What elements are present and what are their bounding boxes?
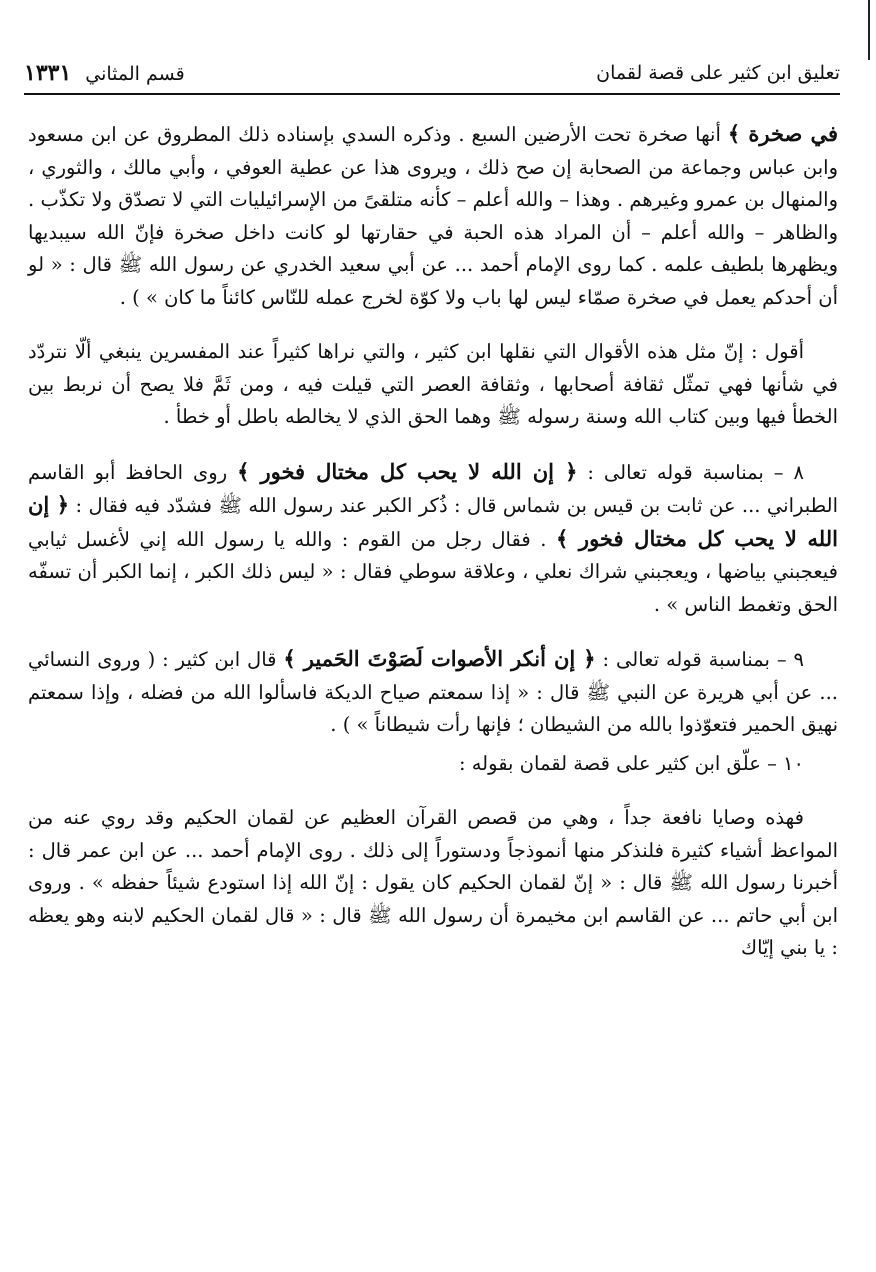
page-edge-line xyxy=(868,0,870,60)
paragraph-segment: ﴿ إن أنكر الأصوات لَصَوْتَ الحَمير ﴾ xyxy=(283,646,596,671)
paragraph xyxy=(28,643,838,742)
paragraph-segment: قال ابن كثير : ( وروى النسائي ... عن أبي هريرة عن النبي ﷺ قال : « إذا سمعتم صياح الديكة فاسألوا الله من فضله ، وإذا سمعتم نهيق الحمير فتعوّذوا بالله من الشيطان ؛ فإنها رأت شيطاناً » ) . xyxy=(28,648,838,736)
paragraph xyxy=(28,802,838,965)
paragraph-segment: ﴿ إن الله لا يحب كل مختال فخور ﴾ xyxy=(237,458,578,484)
paragraph xyxy=(28,336,838,434)
paragraph-segment: ٨ – بمناسبة قوله تعالى : xyxy=(577,460,804,484)
paragraph-segment: ﴿ إن الله لا يحب كل مختال فخور ﴾ xyxy=(28,492,838,551)
paragraph-segment: ١٠ – علّق ابن كثير على قصة لقمان بقوله : xyxy=(458,751,804,775)
paragraph-segment: . فقال رجل من القوم : والله يا رسول الله إني لأغسل ثيابي فيعجبني بياضها ، ويعجبني شراك نعلي ، وعلاقة سوطي فقال : « ليس ذلك الكبر ، إنما الكبر أن تسفّه الحق وتغمط الناس » . xyxy=(28,527,838,616)
header-title: تعليق ابن كثير على قصة لقمان xyxy=(596,62,840,84)
page-number: ١٣٣١ xyxy=(24,60,72,86)
paragraph xyxy=(28,118,838,314)
header-section: قسم المثاني xyxy=(85,63,185,85)
paragraph xyxy=(28,748,838,781)
paragraph-segment: ٩ – بمناسبة قوله تعالى : xyxy=(595,648,804,671)
paragraph xyxy=(28,456,838,622)
header-left-group xyxy=(24,60,185,86)
running-header xyxy=(24,58,840,88)
paragraph-segment: في صخرة ﴾ xyxy=(727,121,838,146)
body-text xyxy=(28,118,838,987)
paragraph-segment: روى الحافظ أبو القاسم الطبراني ... عن ثابت بن قيس بن شماس قال : ذُكر الكبر عند رسول الله ﷺ فشدّد فيه فقال : xyxy=(28,460,838,517)
paragraph-segment: أنها صخرة تحت الأرضين السبع . وذكره السدي بإسناده ذلك المطروق عن ابن مسعود وابن عباس وجماعة من الصحابة إن صح ذلك ، ويروى هذا عن عطية العوفي ، وأبي مالك ، والثوري ، والمنهال بن عمرو وغيرهم . وهذا – والله أعلم – كأنه متلقىً من الإسرائيليات التي لا تصدّق ولا تكذّب . والظاهر – والله أعلم – أن المراد هذه الحبة في حقارتها لو كانت داخل صخرة فإنّ الله سيبديها ويظهرها بلطيف علمه . كما روى الإمام أحمد ... عن أبي سعيد الخدري عن رسول الله ﷺ قال : « لو أن أحدكم يعمل في صخرة صمّاء ليس لها باب ولا كوّة لخرج عمله للنّاس كائناً ما كان » ) . xyxy=(28,123,838,309)
header-rule xyxy=(24,93,840,95)
paragraph-segment: فهذه وصايا نافعة جداً ، وهي من قصص القرآن العظيم عن لقمان الحكيم وقد روي عنه من المواعظ أشياء كثيرة فلنذكر منها أنموذجاً ودستوراً إلى ذلك . روى الإمام أحمد ... عن ابن عمر قال : أخبرنا رسول الله ﷺ قال : « إنّ لقمان الحكيم كان يقول : إنّ الله إذا استودع شيئاً حفظه » . وروى ابن أبي حاتم ... عن القاسم ابن مخيمرة أن رسول الله ﷺ قال : « قال لقمان الحكيم لابنه وهو يعظه : يا بني إيّاك xyxy=(28,806,838,959)
paragraph-segment: أقول : إنّ مثل هذه الأقوال التي نقلها ابن كثير ، والتي نراها كثيراً عند المفسرين ينبغي ألّا نتردّد في شأنها فهي تمثّل ثقافة أصحابها ، وثقافة العصر التي قيلت فيه ، ومن ثَمَّ فلا يصح أن نربط بين الخطأ فيها وبين كتاب الله وسنة رسوله ﷺ وهما الحق الذي لا يخالطه باطل أو خطأ . xyxy=(28,340,838,428)
